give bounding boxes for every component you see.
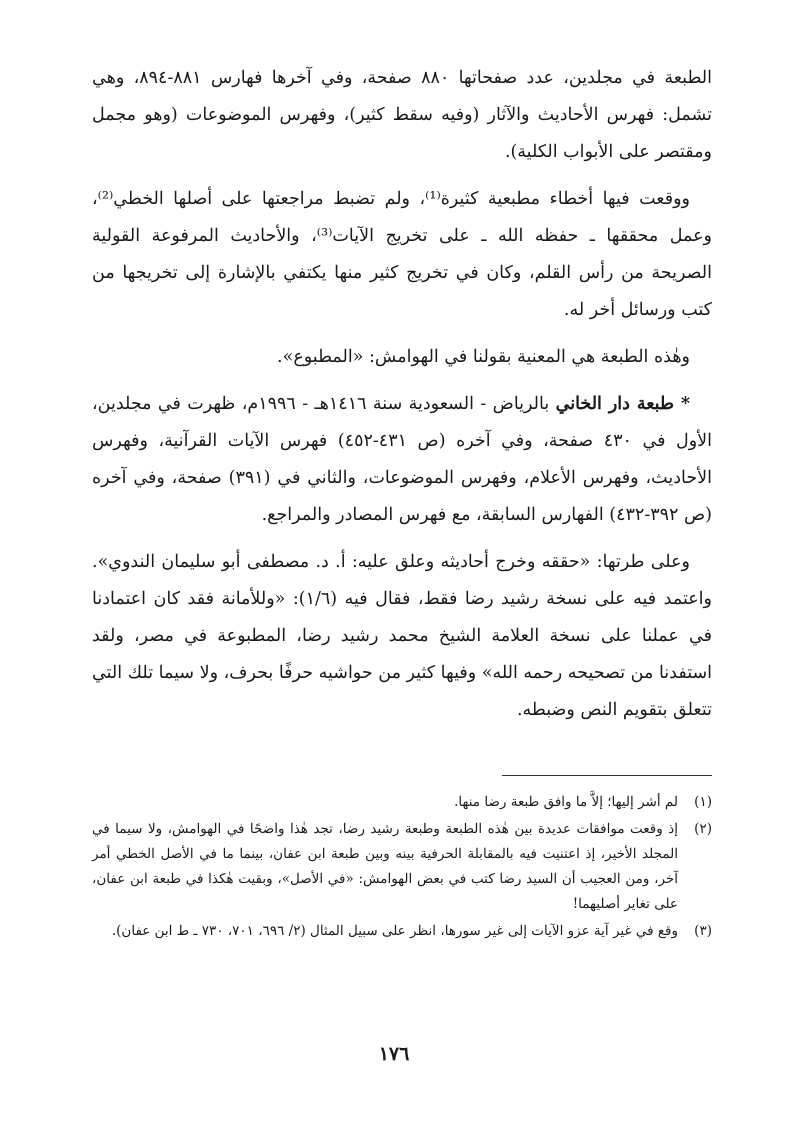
paragraph-1: الطبعة في مجلدين، عدد صفحاتها ٨٨٠ صفحة، وفي آخرها فهارس ٨٨١-٨٩٤، وهي تشمل: فهرس الأحاديث والآثار (وفيه سقط كثير)، وفهرس الموضوعات (وهو مجمل ومقتصر على الأبواب الكلية). bbox=[92, 68, 712, 162]
paragraph-3: وهٰذه الطبعة هي المعنية بقولنا في الهوامش: «المطبوع». bbox=[277, 347, 690, 367]
footnote-3 bbox=[92, 919, 712, 944]
footnote-2 bbox=[92, 817, 712, 917]
paragraph-2: ووقعت فيها أخطاء مطبعية كثيرة⁽¹⁾، ولم تضبط مراجعتها على أصلها الخطي⁽²⁾، وعمل محققها ـ حفظه الله ـ على تخريج الآيات⁽³⁾، والأحاديث المرفوعة القولية الصريحة من رأس القلم، وكان في تخريج كثير منها يكتفي بالإشارة إلى تخريجها من كتب ورسائل أخر له. bbox=[92, 189, 712, 320]
footnote-number: (٢) bbox=[694, 821, 712, 837]
footnote-text: إذ وقعت موافقات عديدة بين هٰذه الطبعة وطبعة رشيد رضا، تجد هٰذا واضحًا في الهوامش، ولا سيما في المجلد الأخير، إذ اعتنيت فيه بالمقابلة الحرفية بينه وبين طبعة ابن عفان، بينما ما في الأصل الخطي أمر آخر، ومن العجيب أن السيد رضا كتب في بعض الهوامش: «في الأصل»، وبقيت هٰكذا في طبعة ابن عفان، على تغاير أصليهما! bbox=[92, 821, 678, 912]
footnotes bbox=[92, 790, 712, 946]
footnote-number: (١) bbox=[694, 794, 712, 810]
footnote-text: وقع في غير آية عزو الآيات إلى غير سورها، انظر على سبيل المثال (٢/ ٦٩٦، ٧٠١، ٧٣٠ ـ ط ابن عفان). bbox=[111, 923, 678, 939]
main-text bbox=[92, 60, 712, 739]
footnote-1 bbox=[92, 790, 712, 815]
paragraph-4-lead: * طبعة دار الخاني bbox=[555, 394, 690, 414]
paragraph-4-text: بالرياض - السعودية سنة ١٤١٦هـ - ١٩٩٦م، ظهرت في مجلدين، الأول في ٤٣٠ صفحة، وفي آخره (ص ٤٣١-٤٥٢) فهرس الآيات القرآنية، وفهرس الأحاديث، وفهرس الأعلام، وفهرس الموضوعات، والثاني في (٣٩١) صفحة، وفي آخره (ص ٣٩٢-٤٣٢) الفهارس السابقة، مع فهرس المصادر والمراجع. bbox=[92, 394, 712, 525]
paragraph-5: وعلى طرتها: «حققه وخرج أحاديثه وعلق عليه: أ. د. مصطفى أبو سليمان الندوي». واعتمد فيه على نسخة رشيد رضا فقط، فقال فيه (١/٦): «وللأمانة فقد كان اعتمادنا في عملنا على نسخة العلامة الشيخ محمد رشيد رضا، المطبوعة في مصر، ولقد استفدنا من تصحيحه رحمه الله» وفيها كثير من حواشيه حرفًا بحرف، ولا سيما تلك التي تتعلق بتقويم النص وضبطه. bbox=[92, 552, 712, 720]
paragraph-4 bbox=[92, 386, 712, 534]
footnote-number: (٣) bbox=[694, 923, 712, 939]
footnote-text: لم أشر إليها؛ إلاَّ ما وافق طبعة رضا منها. bbox=[454, 794, 678, 810]
page-number: ١٧٦ bbox=[378, 1043, 410, 1065]
